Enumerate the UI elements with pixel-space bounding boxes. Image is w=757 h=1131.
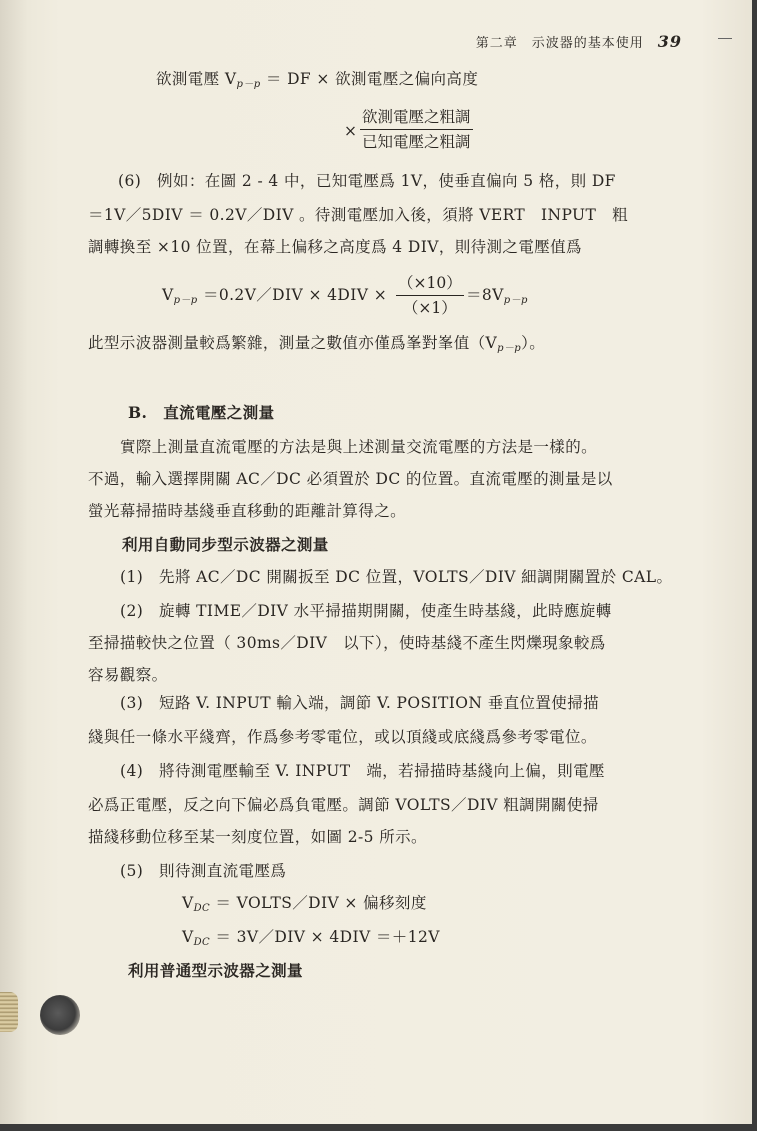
measurement-note	[88, 332, 545, 360]
formula1-times: ×	[344, 122, 358, 140]
section-b-heading: B. 直流電壓之測量	[128, 403, 275, 422]
formula2-result	[466, 284, 528, 312]
formula2-fraction	[396, 272, 464, 319]
item6-line3: 調轉換至 ×10 位置，在幕上偏移之高度爲 4 DIV，則待測之電壓值爲	[88, 238, 582, 256]
section-b-paragraph-line3: 螢光幕掃描時基綫垂直移動的距離計算得之。	[88, 502, 407, 520]
running-header	[476, 32, 682, 51]
step-3-line2: 綫與任一條水平綫齊，作爲參考零電位，或以頂綫或底綫爲參考零電位。	[88, 728, 597, 746]
formula2-lhs-sub: p－p	[173, 295, 198, 306]
formula1-lhs: 欲測電壓 V	[156, 70, 237, 88]
formula-voltage-definition	[156, 68, 478, 96]
formula1-numerator: 欲測電壓之粗調	[360, 106, 473, 130]
formula-vpp-example	[162, 284, 387, 312]
formula1-rhs: ＝ DF × 欲測電壓之偏向高度	[260, 70, 479, 88]
punch-hole	[40, 995, 80, 1035]
step-2-line2: 至掃描較快之位置（ 30ms／DIV 以下），使時基綫不產生閃爍現象較爲	[88, 634, 606, 652]
formula2-rhs-sub: p－p	[503, 295, 528, 306]
page-number: 39	[657, 32, 682, 51]
note-end: ）。	[521, 334, 546, 352]
step-1: (1) 先將 AC／DC 開關扳至 DC 位置，VOLTS／DIV 細調開關置於 CAL。	[120, 568, 673, 586]
formula1-fraction	[360, 106, 473, 153]
formula-vdc-example	[182, 926, 440, 954]
note-text: 此型示波器測量較爲繁雜，測量之數值亦僅爲峯對峯值（V	[88, 334, 498, 352]
section-b-paragraph-line2: 不過，輸入選擇開關 AC／DC 必須置於 DC 的位置。直流電壓的測量是以	[88, 470, 613, 488]
formula1-lhs-sub: p－p	[236, 79, 261, 90]
step-4-line2: 必爲正電壓，反之向下偏必爲負電壓。調節 VOLTS／DIV 粗調開關使掃	[88, 796, 599, 814]
step-4-line1: (4) 將待測電壓輸至 V. INPUT 端，若掃描時基綫向上偏，則電壓	[120, 762, 605, 780]
note-sub: p－p	[497, 343, 522, 354]
formula2-denominator: （×1）	[402, 299, 457, 317]
step-3-line1: (3) 短路 V. INPUT 輸入端，調節 V. POSITION 垂直位置使掃描	[120, 694, 599, 712]
step-5: (5) 則待測直流電壓爲	[120, 862, 287, 880]
item6-line1: (6) 例如：在圖 2 - 4 中，已知電壓爲 1V，使垂直偏向 5 格，則 DF	[118, 172, 616, 190]
formula2-numerator: （×10）	[396, 272, 464, 296]
formula2-rhs: ＝8V	[466, 286, 504, 304]
formula3-l2-sub: DC	[193, 937, 211, 948]
step-4-line3: 描綫移動位移至某一刻度位置，如圖 2-5 所示。	[88, 828, 427, 846]
formula-vdc-definition	[182, 892, 427, 920]
chapter-title: 第二章 示波器的基本使用	[475, 36, 644, 51]
item6-line2: ＝1V／5DIV ＝ 0.2V／DIV 。待測電壓加入後，須將 VERT INPUT 粗	[88, 206, 629, 224]
formula2-lhs: V	[162, 286, 174, 304]
step-2-line3: 容易觀察。	[88, 666, 168, 684]
formula3-l2-rest: ＝ 3V／DIV × 4DIV ＝＋12V	[210, 928, 440, 946]
formula3-l1-sub: DC	[193, 903, 211, 914]
section-b-paragraph-line1: 實際上測量直流電壓的方法是與上述測量交流電壓的方法是一樣的。	[120, 438, 598, 456]
formula3-l1-rest: ＝ VOLTS／DIV × 偏移刻度	[210, 894, 427, 912]
formula1-denominator: 已知電壓之粗調	[362, 133, 471, 151]
auto-sync-heading: 利用自動同步型示波器之測量	[122, 535, 329, 554]
formula3-l2-v: V	[182, 928, 194, 946]
formula2-mid: ＝0.2V／DIV × 4DIV ×	[202, 286, 388, 304]
formula3-l1-v: V	[182, 894, 194, 912]
step-2-line1: (2) 旋轉 TIME／DIV 水平掃描期開關，使產生時基綫，此時應旋轉	[120, 602, 612, 620]
spiral-binding	[0, 992, 18, 1032]
normal-scope-heading: 利用普通型示波器之測量	[128, 961, 303, 980]
header-rule	[718, 38, 732, 39]
